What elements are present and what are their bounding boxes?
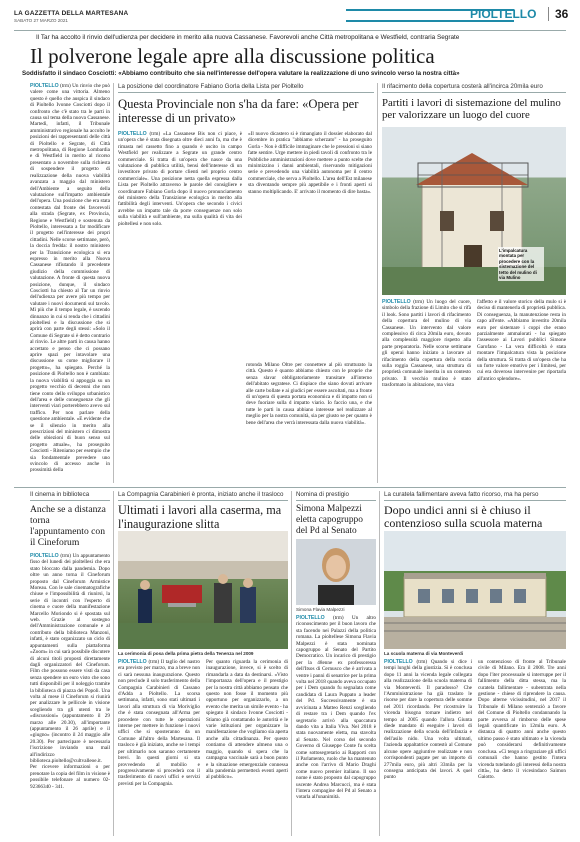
materna-photo (384, 531, 566, 649)
lead-lead-in: (trm) (60, 83, 71, 89)
lead-overline: Il Tar ha accolto il rinvio dell'udienza per decidere in merito alla nuova Cassanese. Favorevoli anche Città metropolitana e Westfield, contraria Segrate (36, 34, 460, 41)
mulino-text-1: Un luogo del cuore, simbolo della frazione di Limito che si rifà il look. Sono partiti i lavori di rifacimento della copertura del mulino di via Cassanese. Un intervento dal valore complessivo di circa 20mila euro, dovuto alla complessità maggiore rispetto alla parte preparatoria. Nelle scorse settimane gli operai hanno iniziato a lavorare al rifacimento della copertura della roccia sulla roggia Cassanese, una struttura di proprietà comunale inserita in un contesto privato. Il vecchio mulino è stato trasformato in abitazione, ma vista (382, 299, 471, 389)
gorla-dateline: PIOLTELLO (118, 131, 147, 137)
cineforum-box (30, 491, 110, 836)
materna-photo-caption: La scuola materna di via Monteverdi (384, 651, 464, 656)
materna-body-col1 (384, 659, 472, 835)
malpezzi-headline: Simona Malpezzi eletta capogruppo del Pd al Senato (296, 504, 363, 536)
gorla-lead-in: (trm) (149, 131, 161, 137)
malpezzi-body (296, 615, 376, 835)
gorla-text-2: «Il nuovo dicastero si è rimangiato il dossier elaborato dal dicembre in pratica "abbiamo scherzato" - ha proseguito Gorla - Non è difficile immaginare che le pressioni si siano fatte sentire. Urge mettere in piedi tavoli di confronto tra le Pubbliche amministrazioni dove mettere a punto scelte che minimizzino i danni ambientali, riservando mitigazioni serie e prevedendo una viabilità autonoma per il centro commerciale, che serva a Pioltello. L'area dell'Est milanese sta diventando sempre più appetibile e i fronti aperti si stanno moltiplicando. E' arrivato il momento di dire basta». (248, 131, 372, 195)
caserma-text-1: Il taglio del nastro era previsto per marzo, ma a breve non ci sarà nessuna inaugurazione. Questo non preclude il solo trasferimento della Compagnia Carabinieri di Cassano d'Adda a Pioltello. La scorsa settimana, infatti, sono stati ultimati i lavori alla struttura di via Moriviglio che è stata consegnata all'Arma per procedere con tutte le operazioni interne per mettere in funzione i nuovi uffici che si sposteranno da un Comune all'altro della Martesana. Il trasloco è già iniziato, anche se i tempi per ultimarlo non saranno certamente brevi. In questi giorni si sta provvedendo al mobilio e progressivamente si procederà con il trasferimento di nuovi uffici e servizi previsti per la Compagnia. (118, 659, 200, 787)
gorla-headline: Questa Provinciale non s'ha da fare: «Opera per interesse di un privato» (118, 97, 359, 125)
lead-text: Un rinvio che può valere come una vittoria. Almeno questo è quello che auspica il sindaco di Pioltello Ivonne Cosciotti dopo il confronto che c'è stato tra le parti in causa sul tema della nuova Cassanese. Martedì, infatti, il Tribunale amministrativo regionale ha accolto le posizioni dei rappresentanti delle città di Pioltello e Segrate, di Città metropolitana, di Regione Lombardia e di Westfield in merito al ricorso presentato a novembre sulla richiesta di sospendere il progetto di realizzazione della nuova viabilità avanzata a maggio dal ministero dell'Ambiente a seguito della valutazione sull'impatto ambientale dell'opera. Una posizione che era stata contestata dal fronte dei favorevoli alla strada (Segrate, ex Provincia, Regione e Westfield) e sostenuta da Pioltello, interessata a far modificare il progetto nell'interesse dei propri cittadini. Nelle scorse settimane, però, la doccia fredda: il nostro ministero per la Transizione ecologica si era espresso in merito alla Nuova Cassanese rifiutando il precedente giudizio della commissione di valutazione. A fronte di questa nuova posizione, dunque, il sindaco Cosciotti ha chiesto al Tar un rinvio dell'udienza per avere più tempo per valutare i nuovi documenti sul tavolo. Mi più che il tempo legale, è uscendo dinnanzo in cui si renda che i cittadini pioltellesi e la discussione che si aprirà con parte degli stessi: «Solo il Comune di Segrate si è detto contrario al rinvio. Le altre parti in causa hanno accettato e penso che ci possano aprire spazi per intavolare una discussione su come migliorare il progetto», ha spiegato. Perché la posizione di Pioltello non è cambiata: la nuova viabilità si appoggia su un progetto vecchio di decenni che non tiene conto dello sviluppo urbanistico dell'area e delle conseguenze che gli interventi viari porterebbero avevo sul traffico. Per non parlare della questione ambientale. «E evidente che se il silenzio in merito alla prescrizioni del ministero ci dimostra delle obiezioni di buon senso sul progetto attuale», ha proseguito Cosciotti - Riteniamo per esempio che sia fondamentale prevedere uno svincolo di accesso anche in prossimità della (30, 83, 110, 474)
materna-box (384, 491, 566, 836)
gorla-text-1: «La Cassanese Bis non ci piace, è un'opera che è stata disegnata oltre dieci anni fa, ma che è rimasta nel cassetto fino a quando è uscito in campo Westfield per realizzare a Segrate un grande centro commerciale. Si tratta di un'opera che nasce da una valutazione di pubblica utilità, bensì dell'interesse di un investitore privato di portare clienti nel proprio centro commerciale». Una posizione netta quella espressa dalla Lista per Pioltello attraverso le parole del consigliere e coordinatore Fabiano Gorla dopo il nuovo pronunciamento del ministero della Transizione ecologica in merito alla fattibilità degli interventi. Un'opera che secondo i civici avrebbe un impatto tale da porre conseguenze non solo sulla viabilità e sull'ambiente, ma sulla qualità di vita dei pioltellesi e non solo. (118, 131, 242, 227)
caserma-box (118, 491, 288, 836)
col-divider (377, 83, 378, 483)
mulino-photo-caption: L'impalcatura montata per procedere con la sistemazione del tetto del mulino di via Mulino (498, 247, 544, 281)
cineforum-text: Un appuntamento fisso del lunedì dei pioltellesi che era stato bloccato dalla pandemia. Dopo oltre un anno torna il Cineforum proposto dal Cineforum Armistice Moreau. Con le sale cinematografiche chiuse e l'impossibilità di riunirsi, la serie di incontri con l'esperto di cinema e cuore della manifestazione Marcello Moriondo si è spostata sul web. Grazie al sostegno dell'Amministrazione comunale e al contributo della biblioteca Manzoni, infatti, è stato organizzato un ciclo di appuntamenti sulla piattaforma «Zoom» in cui sarà possibile discutere di alcuni titoli proposti direttamente dagli organizzatori del Cineforum. Film che possono essere visti da casa senza spendere un euro visto che sono tutti disponibili per il noleggio tramite la biblioteca di piazza dei Popoli. Una volta al mese il Cineforum si riunirà per analizzare le pellicole in visione scegliendo tra gli utenti tra le «discussioni» (appuntamento il 29 marzo alle 20.30), all'importante (appuntamento il 26 aprile) e il «giugno» (incontro il 24 maggio alle 20.30). Per partecipare è necessaria l'iscrizione inviando una mail all'indirizzo biblioteca.pioltello@cultvalleoe.it. Per ricevere informazioni o per prenotare la copia del film in visione è possibile telefonare al numero 02-92366340 - 341. (30, 553, 110, 790)
malpezzi-portrait-illustration (296, 539, 376, 605)
caserma-headline: Ultimati i lavori alla caserma, ma l'inaugurazione slitta (118, 503, 282, 531)
lead-body-col-end (246, 362, 372, 482)
mulino-lead-in: (trm) (413, 299, 424, 305)
caserma-body-col2 (206, 659, 288, 835)
materna-text-1: Quando si dice i tempi lunghi della giustizia. Si è conclusa dopo 11 anni la vicenda legale collegata alla realizzazione della scuola materna di via Monteverdi. Il paradosso? Che l'Amministrazione ha già traslato le risorse per dare la copertura delle somme nel 2011 ricordando. Per ricostruire la vicenda bisogna tornare indietro nel tempo al 2005 quando l'allora Giunta diede mandato di eseguire i lavori di realizzazione della scuola dell'infanzia e dell'asilo nido. Una volta ultimati, l'azienda appaltatrice contestò al Comune alcune opere aggiuntive realizzate e non corrispondenti pagate per un importo di 277mila euro, più altri 33mila per la consegna anticipata dei lavori. A quel punto (384, 659, 472, 781)
lead-continued-fill (118, 362, 242, 482)
malpezzi-lead-in: (trm) (332, 615, 344, 621)
cineforum-headline: Anche se a distanza torna l'appuntamento con il Cineforum (30, 504, 106, 548)
paper-name: LA GAZZETTA DELLA MARTESANA (14, 10, 129, 17)
mulino-overline: Il rifacimento della copertura costerà all'incirca 20mila euro (382, 83, 566, 93)
lead-text-end: rotonda Milano Oltre per connettere al più strutturato la città. Questo è quanto abbiamo chiesto con le proprie che senza slavar obbligatoriamente transitare all'interno dell'abitato segratese. Ci dispiace che siano dovuti arrivare alle carte bollate e ai giudici per essere ascoltati, ma a fronte di un'opera di questa portata economica e di impatto non si deve fuoriare sulla d impatto viario. Io faccio una, e che tutte le parti in causa abbiano interesse nel realizzare al meglio per la nostra comunità, sia per giusto se per quanto è bene dell'area che verrà interessata dalla nuova viabilità». (246, 362, 372, 426)
caserma-ceremony-illustration (118, 531, 288, 649)
materna-body-col2 (478, 659, 566, 835)
cineforum-overline: Il cinema in biblioteca (30, 491, 110, 501)
col-divider (379, 491, 380, 836)
section-divider (14, 487, 566, 488)
materna-headline: Dopo undici anni si è chiuso il contenzioso sulla scuola materna (384, 503, 543, 531)
mulino-body-col2 (477, 299, 566, 479)
mulino-dateline: PIOLTELLO (382, 299, 411, 305)
caserma-lead-in: (trm) (148, 659, 160, 665)
mulino-headline: Partiti i lavori di sistemazione del mulino per valorizzare un luogo del cuore (382, 97, 561, 122)
mulino-text-2: l'affetto e il valore storico della mulo si è deciso di mantenerla di proprietà pubblica. Di conseguenza, la manutenzione resta in capo all'ente. «Abbiamo investito 20mila euro per sistemare i coppi che erano parzialmente ammalorati - ha spiegato l'assessore ai Lavori pubblici Simone Garofano - La vera difficoltà è stata montare l'impalcatura vista la posizione della struttura. Si tratta di un'opera che ha un forte valore emotivo per i limitesi, per cui era doveroso intervenire per riportarla all'antico splendore». (477, 299, 566, 382)
materna-dateline: PIOLTELLO (384, 659, 413, 665)
masthead-divider (14, 30, 566, 31)
gorla-box (118, 83, 374, 358)
lead-headline: Il polverone legale apre alla discussione politica (30, 44, 435, 68)
lead-dateline: PIOLTELLO (30, 83, 59, 89)
col-divider (113, 83, 114, 483)
mulino-photo (382, 127, 566, 295)
materna-overline: La curatela fallimentare aveva fatto ricorso, ma ha perso (384, 491, 566, 501)
gorla-body-col1 (118, 131, 242, 353)
malpezzi-photo (296, 539, 376, 605)
col-divider (291, 491, 292, 836)
malpezzi-overline: Nomina di prestigio (296, 491, 376, 501)
caserma-body-col1 (118, 659, 200, 835)
page-number: 36 (548, 7, 568, 21)
materna-text-2: un contenzioso di fronte al Tribunale civile di Milano. Era il 2008. Tre anni dopo l'iter processuale si interruppe per il fallimento della ditta stessa, ma la curatela fallimentare - subentrata nella gestione - chiese di riprendere la causa. Dopo alterne vicissitudini, nel 2017 il Tribunale di Milano sentenziò a favore del Comune di Pioltello condannando la parte avversa al rimborso delle spese legali quantificate in 12mila euro. A distanza di quattro anni anche questo ultimo passo è stato ultimato e la vicenda può considerarsi definitivamente conclusa. «Ci tengo a ringraziare gli uffici comunali che hanno gestito l'intera vicenda tutelando gli interessi della nostra città», ha detto il vicesindaco Saimon Gaiotto. (478, 659, 566, 781)
lead-continued-area (118, 362, 242, 482)
lead-body-col1 (30, 83, 110, 485)
col-divider (113, 491, 114, 836)
gorla-overline: La posizione del coordinatore Fabiano Gorla della Lista per Pioltello (118, 83, 374, 93)
caserma-dateline: PIOLTELLO (118, 659, 147, 665)
cineforum-lead-in: (trm) (60, 553, 72, 559)
malpezzi-photo-caption: Simona Flavia Malpezzi (296, 607, 345, 612)
caserma-photo (118, 531, 288, 649)
issue-date: SABATO 27 MARZO 2021 (14, 18, 68, 23)
masthead (14, 6, 569, 28)
cineforum-body (30, 553, 110, 835)
caserma-photo-caption: La cerimonia di posa della prima pietra della Tenenza nel 2009 (118, 651, 254, 656)
caserma-overline: La Compagnia Carabinieri è pronta, iniziato anche il trasloco (118, 491, 288, 501)
malpezzi-box (296, 491, 376, 836)
materna-building-illustration (384, 531, 566, 649)
gorla-body-col2 (248, 131, 372, 353)
mulino-box (382, 83, 566, 483)
section-name: PIOLTELLO (470, 7, 537, 21)
mulino-body-col1 (382, 299, 471, 479)
lead-subhead: Soddisfatto il sindaco Cosciotti: «Abbiamo contribuito che sia nell'interesse dell'opera valutare la realizzazione di uno svincolo verso la nostra città» (22, 70, 460, 77)
malpezzi-text: Un altro riconoscimento per il buon lavoro che sta facendo nei Palazzi della politica romana. La pioltellese Simona Flavia Malpezzi è stata nominata capogruppo al Senato del Partito Democratico. Un incarico di prestigio per la 48enne ex professoressa dell'Itsos di Cernusco che è arrivata a ventre i panni di senatrice per la prima volta nel 2018 quando aveva occupato per i Dem quando fu segnalata come candidata di Laura Puppato a leader del Pd. Successivamente è sta avvicinata a Matteo Renzi scegliendo di restare tra i Dem quando l'ex segretario arrivò alla spaccatura dando vita a Italia Viva. Nel 2018 è stata nuovamente eletta, ma stavolta al Senato. Nel corso del secondo Governo di Giuseppe Conte fu scelta come sottosegretario ai Rapporti con il Parlamento, ruolo che ha mantenuto anche con l'arrivo di Mario Draghi come nuovo premier italiano. Il suo nome è stato proposto dal capogruppo uscente Andrea Marcucci, ma è stata l'intera compagine del Pd al Senato a votarla all'unanimità. (296, 615, 376, 801)
caserma-text-2: Per quanto riguarda la cerimonia di inaugurazione, invece, si è scelto di rimandarla a data da destinarsi. «Visto l'importanza dell'opera e il prestigio per la nostra città abbiamo pensato che questo non fosse il momento più opportuno per organizzarlo, a un evento che merita un simile evento - ha spiegato il sindaco Ivonne Cosciotti - Stiamo già contattando le autorità e le varie istituzioni per organizzare la manifestazione che vogliamo sia aperta anche alla cittadinanza. Per questo contiamo di attendere almeno una o maggio, quando si spera che la campagna vaccinale sarà a buon punto e la situazione emergenziale connessa alla pandemia permetterà eventi aperti al pubblico». (206, 659, 288, 781)
malpezzi-dateline: PIOLTELLO (296, 615, 325, 621)
cineforum-dateline: PIOLTELLO (30, 553, 59, 559)
materna-lead-in: (trm) (416, 659, 428, 665)
